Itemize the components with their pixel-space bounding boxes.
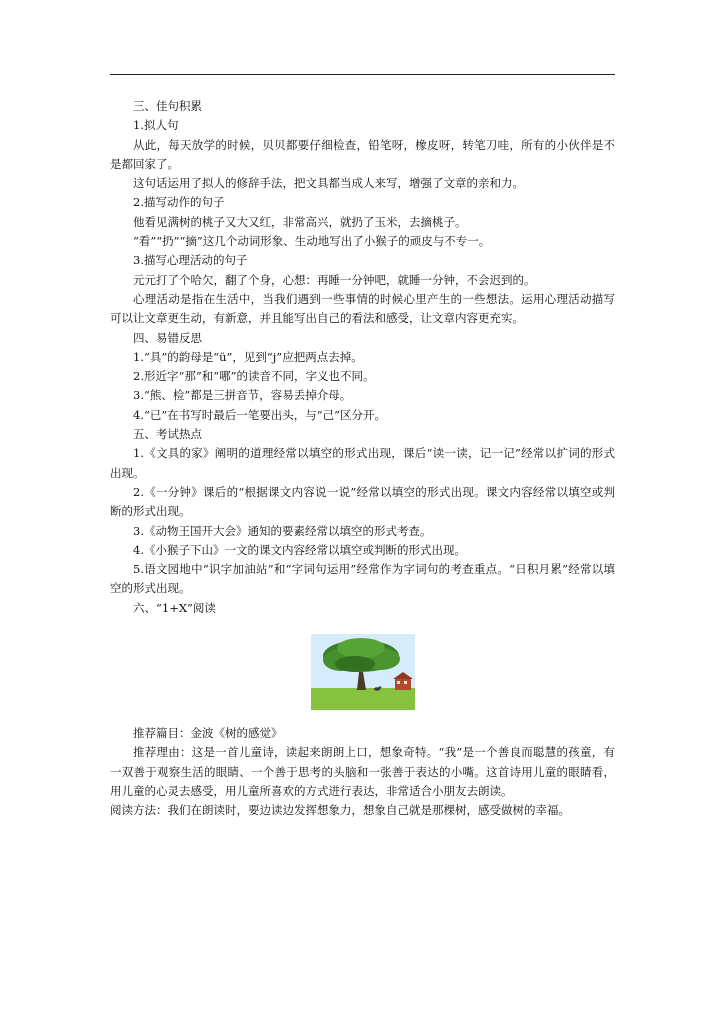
subheading-psychology: 3.描写心理活动的句子 [133,253,248,268]
exam-item-2: 2.《一分钟》课后的“根据课文内容说一说”经常以填空的形式出现。课文内容经常以填空或判断的形式出现。 [110,484,615,519]
mistake-item-3: 3.“熊、检”都是三拼音节，容易丢掉介母。 [133,388,352,403]
reading-method: 阅读方法：我们在朗读时，要边读边发挥想象力，想象自己就是那棵树，感受做树的幸福。 [110,803,570,818]
section-5-heading: 五、考试热点 [133,427,202,442]
subheading-action: 2.描写动作的句子 [133,195,225,210]
example-sentence-3: 元元打了个哈欠，翻了个身，心想：再睡一分钟吧，就睡一分钟，不会迟到的。 [133,272,536,287]
mistake-item-2: 2.形近字“那”和“哪”的读音不同，字义也不同。 [133,369,375,384]
recommend-reason: 推荐理由：这是一首儿童诗，读起来朗朗上口，想象奇特。“我”是一个善良而聪慧的孩童，有一双善于观察生活的眼睛、一个善于思考的头脑和一张善于表达的小嘴。这首诗用儿童的眼睛看，用儿童的心灵去感受，用儿童所喜欢的方式进行表达，非常适合小朋友去朗读。 [110,745,615,798]
tree-illustration [110,622,615,722]
example-sentence-2: 他看见满树的桃子又大又红，非常高兴，就扔了玉米，去摘桃子。 [133,214,467,229]
mistake-item-1: 1.“具”的韵母是“ü”，见到“j”应把两点去掉。 [133,349,363,364]
grass [311,688,415,710]
page-content [110,97,615,821]
note-3: 心理活动是指在生活中，当我们遇到一些事情的时候心里产生的一些想法。运用心理活动描写可以让文章更生动，有新意，并且能写出自己的看法和感受，让文章内容更充实。 [110,291,615,326]
header-rule [110,74,615,75]
tree-picture [311,634,415,710]
section-4-heading: 四、易错反思 [133,330,202,345]
note-1: 这句话运用了拟人的修辞手法，把文具都当成人来写，增强了文章的亲和力。 [133,176,524,191]
exam-item-4: 4.《小猴子下山》一文的课文内容经常以填空或判断的形式出现。 [133,542,466,557]
recommend-title: 推荐篇目：金波《树的感觉》 [133,726,283,741]
exam-item-3: 3.《动物王国开大会》通知的要素经常以填空的形式考查。 [133,523,432,538]
section-3-heading: 三、佳句积累 [133,99,202,113]
example-sentence-1: 从此，每天放学的时候，贝贝都要仔细检查，铅笔呀，橡皮呀，转笔刀哇，所有的小伙伴是不是都回家了。 [110,137,615,171]
note-2: “看”“扔”“摘”这几个动词形象、生动地写出了小猴子的顽皮与不专一。 [133,234,491,249]
exam-item-1: 1.《文具的家》阐明的道理经常以填空的形式出现，课后“读一读，记一记”经常以扩词的形式出现。 [110,446,615,480]
subheading-personification: 1.拟人句 [133,118,179,133]
section-6-heading: 六、“1+X”阅读 [133,600,216,615]
mistake-item-4: 4.“已”在书写时最后一笔要出头，与“己”区分开。 [133,407,386,422]
exam-item-5: 5.语文园地中“识字加油站”和“字词句运用”经常作为字词句的考查重点。“日积月累”经常以填空的形式出现。 [110,562,615,596]
